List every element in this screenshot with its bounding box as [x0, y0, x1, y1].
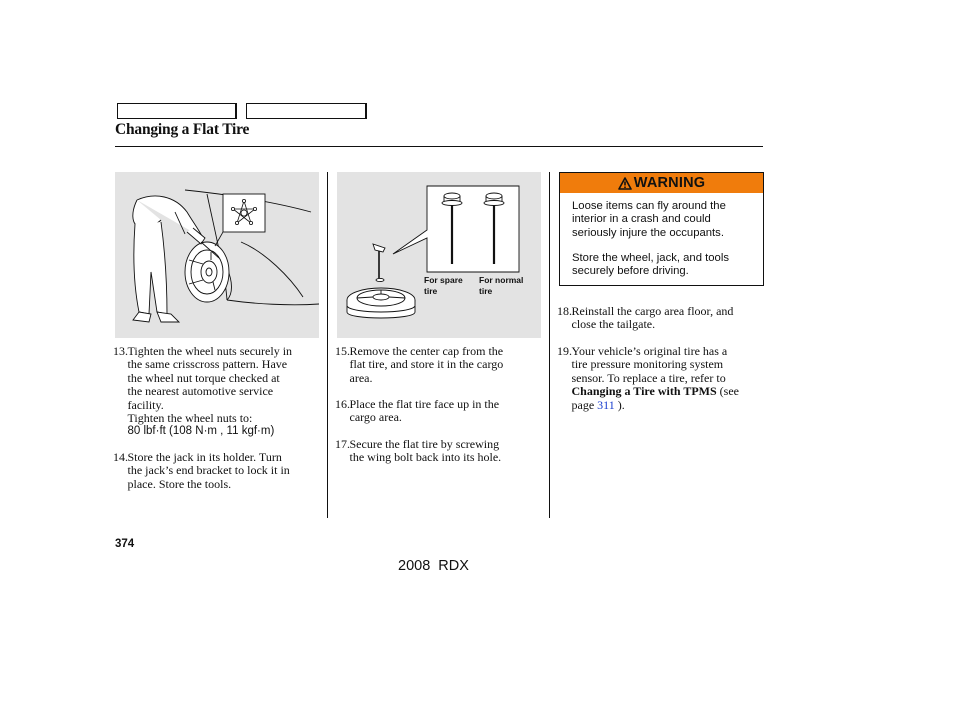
- warning-paragraph-2: [572, 252, 758, 279]
- step-line: the wheel nut torque checked at: [127, 370, 280, 385]
- step-17: [335, 438, 545, 465]
- step-line: close the tailgate.: [571, 317, 656, 332]
- step-15: [335, 345, 545, 385]
- column-divider: [327, 172, 328, 518]
- step-line: area.: [349, 370, 373, 385]
- label-line: For normal: [479, 275, 524, 285]
- step-line: the jack’s end bracket to lock it in: [127, 463, 290, 478]
- step-number: 15.: [335, 344, 350, 358]
- tightening-wheel-nuts-illustration: [115, 172, 319, 338]
- wing-bolt-illustration: [337, 172, 541, 338]
- closing-text: ).: [617, 397, 625, 412]
- warning-line: Loose items can fly around the: [572, 200, 726, 212]
- step-line: sensor. To replace a tire, refer to: [571, 370, 726, 385]
- page-title: Changing a Flat Tire: [115, 121, 250, 138]
- step-line: flat tire, and store it in the cargo: [349, 357, 504, 372]
- wing-bolt-svg: [337, 172, 541, 338]
- warning-line: seriously injure the occupants.: [572, 226, 724, 239]
- step-number: 18.: [557, 304, 572, 318]
- see-text: (see: [719, 384, 739, 399]
- warning-triangle-icon: [618, 177, 632, 190]
- step-13: [113, 345, 323, 439]
- header-tab-2[interactable]: [246, 103, 367, 119]
- step-number: 13.: [113, 344, 128, 358]
- step-line: Place the flat tire face up in the: [349, 397, 500, 411]
- step-14: [113, 451, 323, 491]
- step-line: Your vehicle’s original tire has a: [571, 344, 728, 358]
- step-number: 17.: [335, 437, 350, 451]
- step-18: [557, 305, 767, 332]
- label-normal-tire: [479, 275, 523, 297]
- label-line: For spare: [424, 275, 463, 285]
- tpms-reference-title[interactable]: Changing a Tire with TPMS: [571, 384, 717, 399]
- page-prefix: page: [571, 397, 595, 412]
- step-line: cargo area.: [349, 410, 402, 425]
- step-line: Reinstall the cargo area floor, and: [571, 304, 734, 318]
- step-line: the same crisscross pattern. Have: [127, 357, 288, 372]
- step-line: facility.: [127, 397, 164, 412]
- column-divider: [549, 172, 550, 518]
- warning-box: [559, 172, 764, 286]
- step-line: the wing bolt back into its hole.: [349, 450, 502, 465]
- step-number: 19.: [557, 344, 572, 358]
- footer-model: 2008 RDX: [398, 558, 469, 574]
- step-19: [557, 345, 767, 412]
- step-number: 16.: [335, 397, 350, 411]
- step-line: Tighten the wheel nuts to:: [127, 411, 253, 426]
- step-line: place. Store the tools.: [127, 476, 232, 491]
- step-line: Tighten the wheel nuts securely in: [127, 344, 293, 358]
- warning-title: WARNING: [633, 175, 706, 191]
- warning-line: securely before driving.: [572, 265, 689, 278]
- step-line: [572, 385, 768, 398]
- warning-paragraph-1: [572, 200, 758, 240]
- label-line: tire: [479, 286, 493, 296]
- step-line: Store the jack in its holder. Turn: [127, 450, 282, 464]
- step-number: 14.: [113, 450, 128, 464]
- header-tab-1[interactable]: [117, 103, 237, 119]
- label-line: tire: [424, 286, 438, 296]
- title-divider: [115, 146, 763, 147]
- torque-spec: 80 lbf·ft (108 N·m , 11 kgf·m): [127, 425, 275, 438]
- warning-line: interior in a crash and could: [572, 213, 711, 226]
- step-line: tire pressure monitoring system: [571, 357, 724, 372]
- step-line: the nearest automotive service: [127, 384, 274, 399]
- page-number: 374: [115, 538, 135, 550]
- step-16: [335, 398, 545, 425]
- step-line: Remove the center cap from the: [349, 344, 504, 358]
- label-spare-tire: [424, 275, 463, 297]
- tightening-illustration-svg: [115, 172, 319, 338]
- warning-line: Store the wheel, jack, and tools: [572, 252, 729, 264]
- warning-header: [560, 173, 763, 193]
- step-line: [572, 399, 768, 412]
- step-line: Secure the flat tire by screwing: [349, 437, 500, 451]
- page-link[interactable]: 311: [597, 397, 615, 412]
